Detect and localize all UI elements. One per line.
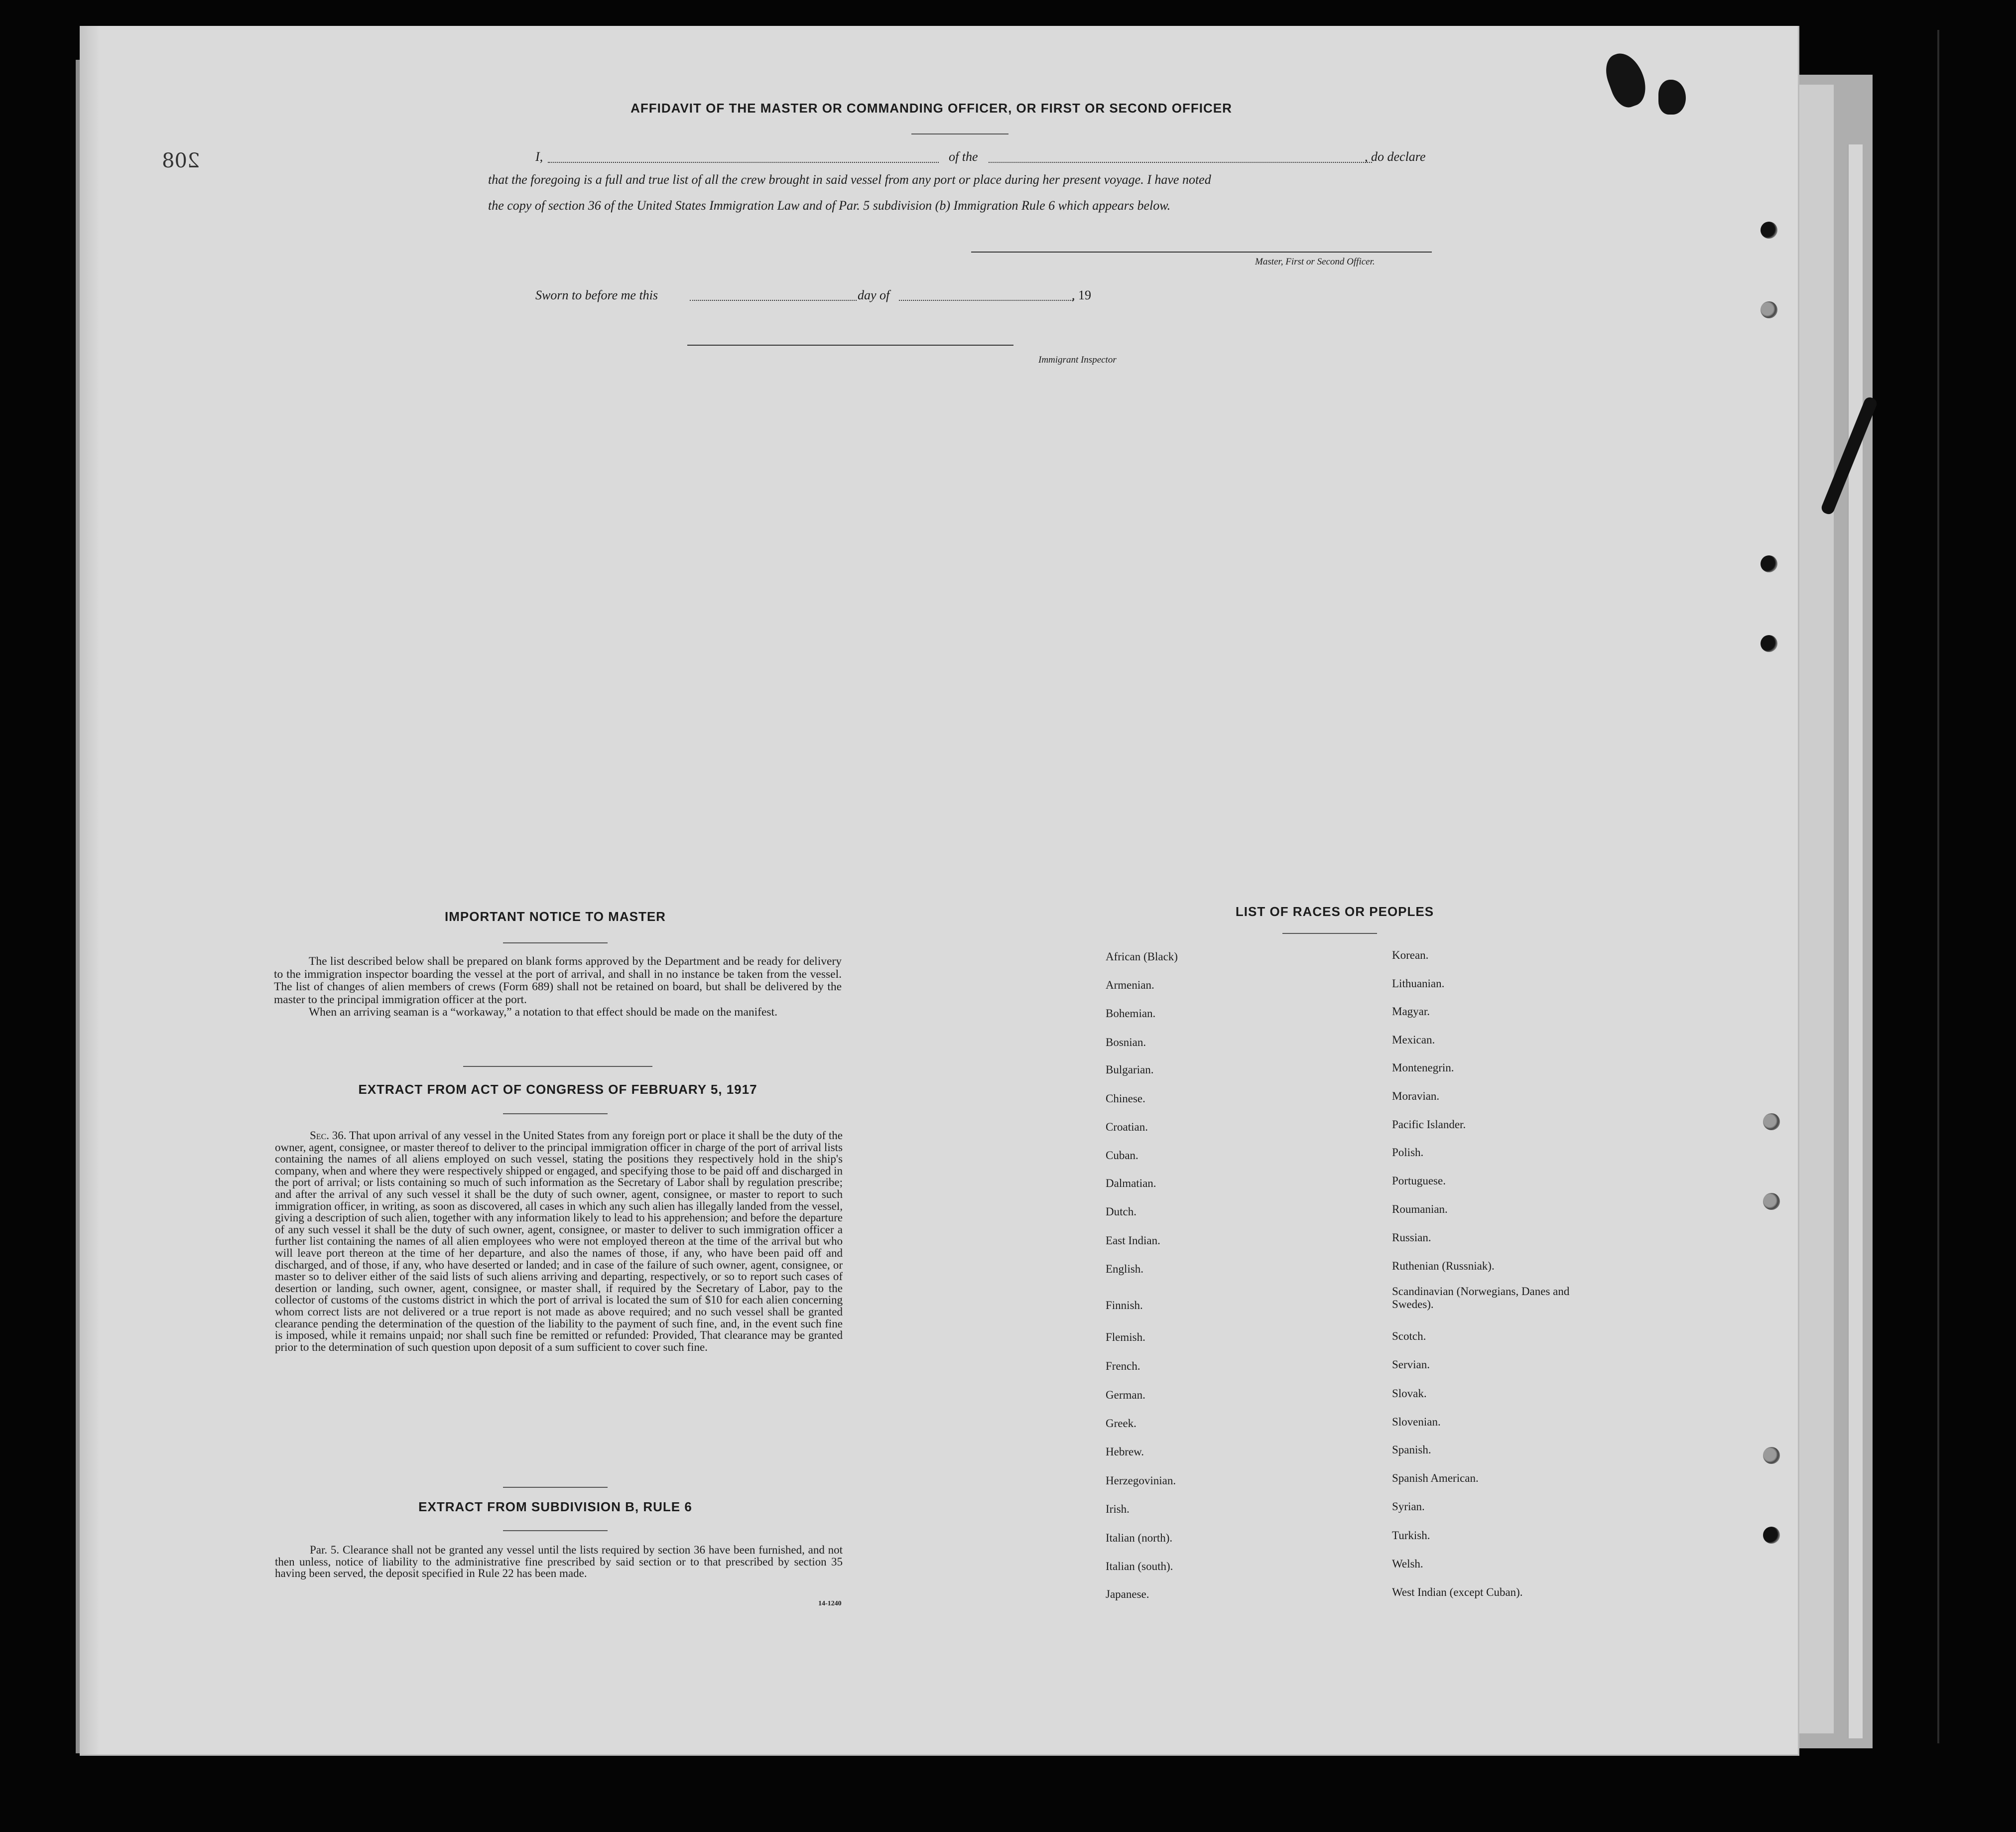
- of-the-label: of the: [949, 149, 978, 164]
- affidavit-statement-line3: the copy of section 36 of the United States Immigration Law and of Par. 5 subdivision (b) Immigration Rule 6 which appears below.: [488, 198, 1171, 213]
- race-list-item: Cuban.: [1106, 1149, 1138, 1162]
- name-field-line[interactable]: [548, 162, 939, 163]
- master-signature-caption: Master, First or Second Officer.: [1255, 257, 1375, 267]
- act-section-36: [275, 1130, 843, 1353]
- race-list-item: Korean.: [1392, 949, 1429, 961]
- race-list-item: Pacific Islander.: [1392, 1118, 1466, 1131]
- inspector-signature-line[interactable]: [687, 345, 1013, 346]
- race-list-item: Portuguese.: [1392, 1175, 1446, 1187]
- race-list-item: Scotch.: [1392, 1330, 1426, 1342]
- race-list-item: Servian.: [1392, 1358, 1430, 1371]
- race-list-item: Flemish.: [1106, 1331, 1145, 1343]
- races-heading: LIST OF RACES OR PEOPLES: [1235, 904, 1434, 919]
- race-list-item: Russian.: [1392, 1231, 1431, 1244]
- race-list-item: Magyar.: [1392, 1005, 1430, 1018]
- section-label: Sec. 36.: [310, 1129, 347, 1142]
- race-list-item: Ruthenian (Russniak).: [1392, 1260, 1495, 1272]
- race-list-item: Welsh.: [1392, 1558, 1423, 1570]
- inspector-signature-caption: Immigrant Inspector: [1038, 355, 1117, 365]
- section-text: That upon arrival of any vessel in the United States from any foreign port or place it shall be the duty of the owner, agent, consignee, or master thereof to deliver to the principal immigration officer in charge of the port of arrival lists containing the names of all aliens employed on such vessel, stating the positions they respectively hold in the ship's company, when and where they were respectively shipped or engaged, and specifying those to be paid off and discharged in the port of arrival; or lists containing so much of such information as the Secretary of Labor shall by regulation prescribe; and after the arrival of any such vessel it shall be the duty of such owner, agent, consignee, or master to report to such immigration officer, in writing, as soon as discovered, all cases in which any such alien has illegally landed from the vessel, giving a description of such alien, together with any information likely to lead to his apprehension; and before the departure of any such vessel it shall be the duty of such owner, agent, consignee, or master to deliver to such immigration officer a further list containing the names of all alien employees who were not employed thereon at the time of the arrival but who will leave port thereon at the time of her departure, and also the names of those, if any, who have been paid off and discharged, and of those, if any, who have deserted or landed; and in case of the failure of such owner, agent, consignee, or master so to deliver either of the said lists of such aliens arriving and departing, respectively, or so to report such cases of desertion or landing, such owner, agent, consignee, or master shall, if required by the Secretary of Labor, pay to the collector of customs of the customs district in which the port of arrival is located the sum of $10 for each alien concerning whom correct lists are not delivered or a true report is not made as above required; and no such vessel shall be granted clearance pending the determination of the question of the liability to the payment of such fine, and, in the event such fine is imposed, while it remains unpaid; nor shall such fine be remitted or refunded: Provided, That clearance may be granted prior to the determination of such question upon deposit of a sum sufficient to cover such fine.: [275, 1129, 843, 1353]
- notice-paragraph: The list described below shall be prepared on blank forms approved by the Department and be ready for delivery to the immigration inspector boarding the vessel at the port of arrival, and shall in no instance be taken from the vessel. The list of changes of alien members of crews (Form 689) shall not be retained on board, but shall be delivered by the master to the principal immigration officer at the port.: [274, 955, 842, 1006]
- punch-hole: [1761, 635, 1777, 652]
- race-list-item: Mexican.: [1392, 1034, 1435, 1046]
- race-list-item: Slovenian.: [1392, 1416, 1441, 1428]
- punch-hole: [1761, 222, 1777, 239]
- race-list-item: Italian (south).: [1106, 1560, 1173, 1572]
- stacked-page-edge: [1937, 30, 1939, 1743]
- race-list-item: Croatian.: [1106, 1121, 1148, 1133]
- manifest-page: [80, 26, 1799, 1756]
- race-list-item: African (Black): [1106, 950, 1178, 963]
- race-list-item: Montenegrin.: [1392, 1061, 1454, 1074]
- race-list-item: Bulgarian.: [1106, 1063, 1154, 1076]
- sworn-month-field-line[interactable]: [899, 300, 1073, 301]
- affidavit-heading: AFFIDAVIT OF THE MASTER OR COMMANDING OFFICER, OR FIRST OR SECOND OFFICER: [630, 101, 1232, 116]
- form-number: 14-1240: [818, 1600, 842, 1607]
- race-list-item: Dutch.: [1106, 1205, 1136, 1218]
- punch-hole: [1761, 555, 1777, 572]
- page-tab-strip: [1848, 144, 1863, 1738]
- act-extract-heading: EXTRACT FROM ACT OF CONGRESS OF FEBRUARY 5, 1917: [358, 1082, 757, 1097]
- notice-body: [274, 955, 842, 1019]
- rule-extract-heading: EXTRACT FROM SUBDIVISION B, RULE 6: [418, 1499, 692, 1514]
- section-divider: [463, 1066, 652, 1067]
- punch-hole: [1763, 1113, 1780, 1130]
- ink-blot: [1658, 80, 1686, 115]
- year-label: , 19: [1072, 288, 1091, 302]
- race-list-item: German.: [1106, 1389, 1145, 1401]
- page-left-shadow: [80, 26, 100, 1754]
- race-list-item: Finnish.: [1106, 1299, 1143, 1311]
- punch-hole: [1763, 1447, 1780, 1464]
- race-list-item: Bohemian.: [1106, 1007, 1156, 1020]
- race-list-item: Herzegovinian.: [1106, 1474, 1176, 1487]
- race-list-item: Italian (north).: [1106, 1532, 1173, 1544]
- race-list-item: Spanish.: [1392, 1443, 1431, 1456]
- notice-paragraph: When an arriving seaman is a “workaway,” a notation to that effect should be made on the manifest.: [309, 1006, 777, 1019]
- race-list-item: Spanish American.: [1392, 1472, 1479, 1484]
- heading-rule: [503, 1530, 608, 1531]
- heading-rule: [503, 1113, 608, 1114]
- race-list-item: Lithuanian.: [1392, 977, 1445, 990]
- affidavit-i-label: I,: [535, 149, 543, 164]
- race-list-item: English.: [1106, 1263, 1144, 1275]
- race-list-item: East Indian.: [1106, 1234, 1160, 1247]
- heading-rule: [503, 942, 608, 943]
- race-list-item: Scandinavian (Norwegians, Danes and Swedes).: [1392, 1285, 1570, 1310]
- notice-heading: IMPORTANT NOTICE TO MASTER: [445, 909, 666, 924]
- affidavit-statement-line2: that the foregoing is a full and true list of all the crew brought in said vessel from any port or place during her present voyage. I have noted: [488, 172, 1211, 187]
- day-of-label: day of: [858, 288, 890, 302]
- race-list-item: Dalmatian.: [1106, 1177, 1156, 1189]
- sworn-label: Sworn to before me this: [535, 288, 658, 302]
- race-list-item: West Indian (except Cuban).: [1392, 1586, 1523, 1598]
- race-list-item: Bosnian.: [1106, 1036, 1146, 1048]
- race-list-item: Greek.: [1106, 1417, 1136, 1430]
- race-list-item: Slovak.: [1392, 1387, 1427, 1400]
- punch-hole: [1763, 1527, 1780, 1544]
- heading-rule: [911, 133, 1008, 134]
- race-list-item: Armenian.: [1106, 979, 1154, 991]
- race-list-item: Irish.: [1106, 1503, 1130, 1515]
- race-list-item: Chinese.: [1106, 1092, 1145, 1105]
- race-list-item: French.: [1106, 1360, 1140, 1372]
- race-list-item: Hebrew.: [1106, 1445, 1144, 1458]
- race-list-item: Japanese.: [1106, 1588, 1149, 1600]
- punch-hole: [1763, 1193, 1780, 1210]
- margin-page-number: 208: [162, 149, 200, 172]
- master-signature-line[interactable]: [971, 252, 1432, 253]
- rule-paragraph: Par. 5. Clearance shall not be granted any vessel until the lists required by section 36 have been furnished, and not then unless, notice of liability to the administrative fine prescribed by said section or to that prescribed by section 35 having been served, the deposit specified in Rule 22 has been made.: [275, 1544, 843, 1580]
- punch-hole: [1761, 301, 1777, 318]
- race-list-item: Turkish.: [1392, 1529, 1430, 1542]
- race-list-item: Roumanian.: [1392, 1203, 1448, 1215]
- section-divider: [503, 1487, 608, 1488]
- do-declare-label: , do declare: [1365, 149, 1426, 164]
- race-list-item: Moravian.: [1392, 1090, 1440, 1102]
- sworn-day-field-line[interactable]: [690, 300, 857, 301]
- vessel-field-line[interactable]: [989, 162, 1372, 163]
- heading-rule: [1282, 933, 1377, 934]
- race-list-item: Syrian.: [1392, 1500, 1425, 1513]
- race-list-item: Polish.: [1392, 1146, 1424, 1159]
